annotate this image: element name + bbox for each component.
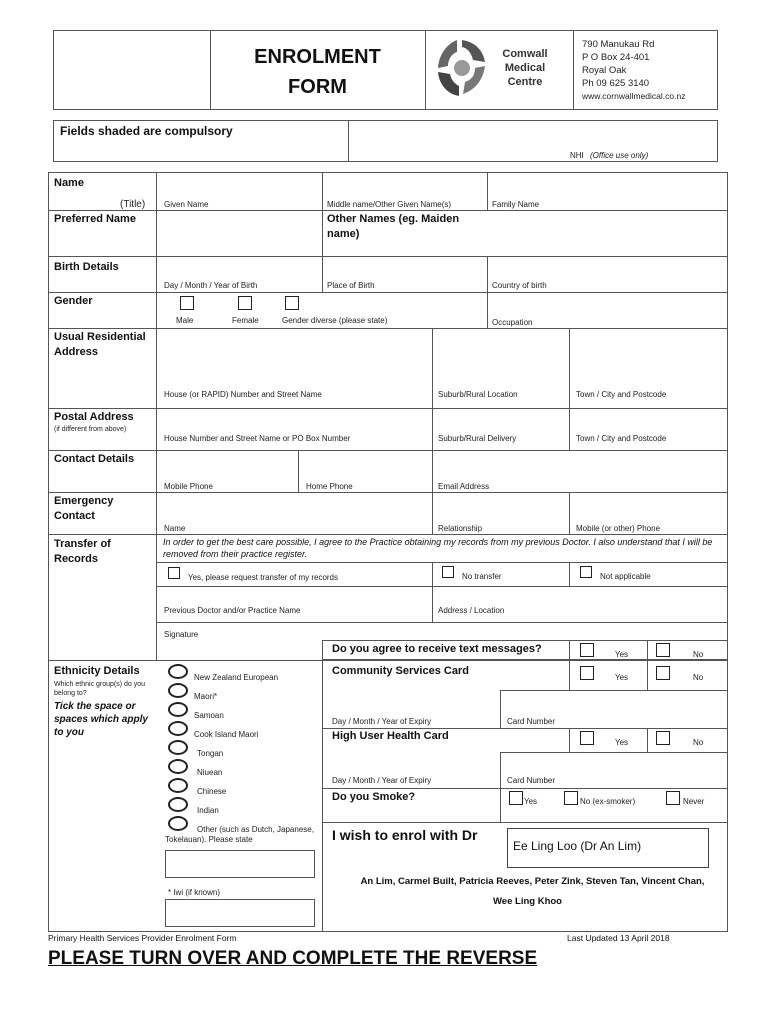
eth-indian-option[interactable] (168, 797, 188, 812)
enrol-doctor-field[interactable] (507, 828, 709, 868)
eth-tongan-label: Tongan (197, 749, 224, 758)
middle-name-caption: Middle name/Other Given Name(s) (327, 200, 452, 209)
eth-other-label: Other (such as Dutch, Japanese, Tokelauan). Please state (165, 825, 314, 844)
gender-diverse-checkbox[interactable] (285, 296, 299, 310)
residential-town-field[interactable] (570, 329, 727, 387)
csc-card-number-field[interactable] (501, 692, 727, 716)
row-line-8 (48, 534, 728, 535)
occupation-caption: Occupation (492, 318, 533, 327)
sms-div-1 (569, 640, 570, 660)
occupation-field[interactable] (488, 293, 727, 317)
logo-name-line3: Centre (507, 76, 543, 88)
place-of-birth-field[interactable] (323, 257, 486, 279)
transfer-div-2 (569, 562, 570, 586)
signature-caption: Signature (164, 630, 199, 639)
address-website: www.cornwallmedical.co.nz (582, 91, 686, 101)
emergency-mobile-field[interactable] (570, 493, 727, 523)
header-divider-3 (573, 30, 574, 110)
home-phone-field[interactable] (299, 451, 431, 481)
address-line-1: 790 Manukau Rd (582, 39, 655, 50)
huhc-yes-checkbox[interactable] (580, 731, 594, 745)
eth-chinese-label: Chinese (197, 787, 227, 796)
enrol-doctors-list-line1: An Lim, Carmel Built, Patricia Reeves, Peter Zink, Steven Tan, Vincent Chan, (360, 876, 705, 887)
emergency-relationship-field[interactable] (433, 493, 568, 523)
residential-suburb-caption: Suburb/Rural Location (438, 390, 518, 399)
gender-label: Gender (54, 295, 93, 307)
enrol-label: I wish to enrol with Dr (332, 827, 478, 843)
country-of-birth-caption: Country of birth (492, 281, 547, 290)
smoke-div (500, 788, 501, 822)
postal-street-caption: House Number and Street Name or PO Box Number (164, 434, 351, 443)
signature-field[interactable] (157, 623, 321, 659)
emergency-contact-label: Emergency Contact (54, 495, 114, 522)
row-line-9 (48, 660, 728, 661)
csc-card-number-caption: Card Number (507, 717, 556, 726)
other-names-field[interactable] (480, 211, 727, 255)
form-title-line1: ENROLMENT (254, 46, 381, 68)
csc-no-caption: No (693, 673, 704, 682)
gender-female-checkbox[interactable] (238, 296, 252, 310)
birth-details-label: Birth Details (54, 261, 119, 273)
eth-samoan-label: Samoan (194, 711, 224, 720)
csc-expiry-field[interactable] (323, 692, 499, 716)
transfer-yes-caption: Yes, please request transfer of my records (188, 573, 338, 582)
address-phone: Ph 09 625 3140 (582, 78, 650, 89)
eth-cook-island-label: Cook Island Maori (194, 730, 259, 739)
csc-yes-checkbox[interactable] (580, 666, 594, 680)
eth-other-field[interactable] (165, 850, 315, 878)
postal-suburb-caption: Suburb/Rural Delivery (438, 434, 517, 443)
gender-male-caption: Male (176, 316, 194, 325)
place-of-birth-caption: Place of Birth (327, 281, 375, 290)
home-phone-caption: Home Phone (306, 482, 353, 491)
residential-address-label: Usual Residential Address (54, 331, 146, 358)
huhc-no-checkbox[interactable] (656, 731, 670, 745)
smoke-ex-caption: No (ex-smoker) (580, 797, 636, 806)
gender-diverse-caption: Gender diverse (please state) (282, 316, 388, 325)
smoke-yes-caption: Yes (524, 797, 538, 806)
huhc-div-1 (569, 728, 570, 752)
eth-indian-label: Indian (197, 806, 219, 815)
csc-div-1 (569, 660, 570, 690)
nhi-field[interactable] (348, 120, 718, 162)
postal-address-label: Postal Address (54, 411, 134, 423)
eth-niuean-label: Niuean (197, 768, 223, 777)
middle-name-field[interactable] (323, 173, 486, 198)
sms-no-caption: No (693, 650, 704, 659)
previous-address-field[interactable] (433, 587, 727, 605)
emergency-name-field[interactable] (157, 493, 431, 523)
dob-field[interactable] (157, 257, 321, 279)
transfer-no-caption: No transfer (462, 572, 502, 581)
address-line-3: Royal Oak (582, 65, 627, 76)
huhc-card-number-caption: Card Number (507, 776, 556, 785)
csc-line-a (500, 690, 728, 691)
country-of-birth-field[interactable] (488, 257, 727, 279)
eth-samoan-option[interactable] (168, 702, 188, 717)
residential-town-caption: Town / City and Postcode (576, 390, 667, 399)
transfer-records-label: Transfer of Records (54, 538, 111, 565)
huhc-expiry-field[interactable] (323, 753, 499, 775)
form-title-line2: FORM (288, 76, 347, 98)
enrol-doctor-value: Ee Ling Loo (Dr An Lim) (513, 839, 642, 853)
sms-yes-caption: Yes (615, 650, 629, 659)
preferred-name-label: Preferred Name (54, 213, 136, 225)
given-name-caption: Given Name (164, 200, 209, 209)
nhi-note: (Office use only) (590, 151, 649, 160)
eth-cook-island-option[interactable] (168, 721, 188, 736)
nhi-label: NHI (570, 151, 584, 160)
text-messages-question: Do you agree to receive text messages? (332, 643, 542, 655)
family-name-field[interactable] (488, 173, 727, 198)
enrol-doctors-list-line2: Wee Ling Khoo (493, 896, 562, 907)
name-label: Name (54, 177, 84, 189)
smoke-label: Do you Smoke? (332, 791, 416, 803)
compulsory-note: Fields shaded are compulsory (60, 124, 233, 138)
transfer-line-a (156, 562, 728, 563)
mobile-phone-field[interactable] (157, 451, 297, 481)
eth-maori-label: Maori* (194, 692, 218, 701)
other-names-label: Other Names (eg. Maiden name) (327, 213, 460, 240)
eth-nz-european-label: New Zealand European (194, 673, 279, 682)
address-line-2: P O Box 24-401 (582, 52, 650, 63)
logo-name-line1: Comwall (502, 48, 548, 60)
csc-expiry-caption: Day / Month / Year of Expiry (332, 717, 432, 726)
postal-town-caption: Town / City and Postcode (576, 434, 667, 443)
postal-address-note: (if different from above) (54, 426, 127, 433)
transfer-no-checkbox[interactable] (442, 566, 454, 578)
huhc-line-b (322, 788, 728, 789)
transfer-na-caption: Not applicable (600, 572, 651, 581)
smoke-yes-checkbox[interactable] (509, 791, 523, 805)
huhc-yes-caption: Yes (615, 738, 629, 747)
logo (435, 36, 490, 100)
high-user-card-label: High User Health Card (332, 730, 449, 742)
iwi-field[interactable] (165, 899, 315, 927)
header-divider-2 (425, 30, 426, 110)
huhc-no-caption: No (693, 738, 704, 747)
footer-form-name: Primary Health Services Provider Enrolment Form (48, 933, 237, 943)
huhc-div-2 (647, 728, 648, 752)
previous-doctor-field[interactable] (157, 587, 431, 605)
email-caption: Email Address (438, 482, 490, 491)
sms-no-checkbox[interactable] (656, 643, 670, 657)
residential-street-field[interactable] (157, 329, 431, 387)
smoke-line (322, 822, 728, 823)
iwi-caption: * Iwi (if known) (168, 888, 221, 897)
transfer-na-checkbox[interactable] (580, 566, 592, 578)
transfer-statement: In order to get the best care possible, I agree to the Practice obtaining my records from my previous Doctor. I also understand that I will be removed from their practice register. (163, 537, 713, 559)
eth-nz-european-option[interactable] (168, 664, 188, 679)
emergency-name-caption: Name (164, 524, 186, 533)
community-card-label: Community Services Card (332, 665, 469, 677)
mobile-phone-caption: Mobile Phone (164, 482, 213, 491)
residential-street-caption: House (or RAPID) Number and Street Name (164, 390, 322, 399)
csc-div-2 (647, 660, 648, 690)
dob-caption: Day / Month / Year of Birth (164, 281, 258, 290)
sms-div-2 (647, 640, 648, 660)
previous-address-caption: Address / Location (438, 606, 505, 615)
csc-yes-caption: Yes (615, 673, 629, 682)
family-name-caption: Family Name (492, 200, 540, 209)
smoke-never-checkbox[interactable] (666, 791, 680, 805)
ethnicity-instruction: Tick the space or spaces which apply to you (54, 701, 148, 738)
emergency-relationship-caption: Relationship (438, 524, 483, 533)
emergency-mobile-caption: Mobile (or other) Phone (576, 524, 661, 533)
smoke-ex-checkbox[interactable] (564, 791, 578, 805)
title-hint: (Title) (120, 199, 146, 210)
footer-updated: Last Updated 13 April 2018 (567, 933, 670, 943)
smoke-never-caption: Never (683, 797, 705, 806)
huhc-expiry-caption: Day / Month / Year of Expiry (332, 776, 432, 785)
previous-doctor-caption: Previous Doctor and/or Practice Name (164, 606, 301, 615)
residential-suburb-field[interactable] (433, 329, 568, 387)
gender-male-checkbox[interactable] (180, 296, 194, 310)
eth-maori-option[interactable] (168, 683, 188, 698)
eth-tongan-option[interactable] (168, 740, 188, 755)
preferred-name-field[interactable] (157, 211, 321, 255)
contact-details-label: Contact Details (54, 453, 135, 465)
postal-suburb-field[interactable] (433, 409, 568, 433)
given-name-field[interactable] (157, 173, 321, 198)
ethnicity-note: Which ethnic group(s) do you belong to? (54, 681, 146, 697)
turn-over-notice: PLEASE TURN OVER AND COMPLETE THE REVERSE (48, 948, 538, 969)
pref-div (322, 210, 323, 256)
huhc-card-number-field[interactable] (501, 753, 727, 775)
gender-female-caption: Female (232, 316, 259, 325)
csc-no-checkbox[interactable] (656, 666, 670, 680)
eth-chinese-option[interactable] (168, 778, 188, 793)
postal-town-field[interactable] (570, 409, 727, 433)
ethnicity-label: Ethnicity Details (54, 665, 140, 677)
email-field[interactable] (433, 451, 727, 481)
postal-street-field[interactable] (157, 409, 431, 433)
transfer-yes-checkbox[interactable] (168, 567, 180, 579)
logo-name-line2: Medical (504, 62, 546, 74)
eth-niuean-option[interactable] (168, 759, 188, 774)
sms-yes-checkbox[interactable] (580, 643, 594, 657)
